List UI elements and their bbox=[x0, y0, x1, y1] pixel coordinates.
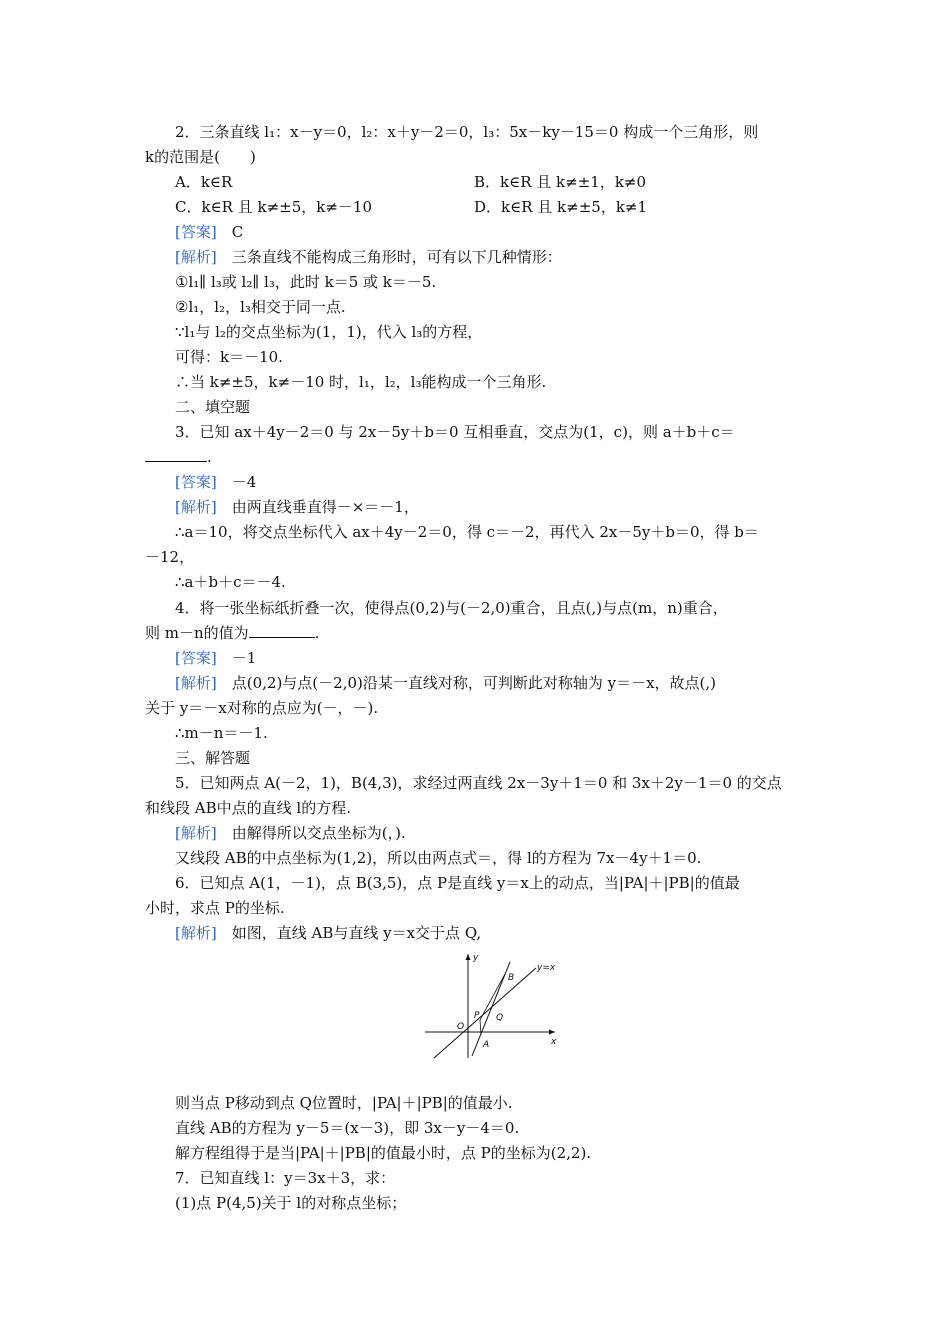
q6-analysis-line3: 直线 AB的方程为 y－5＝(x－3)，即 3x－y－4＝0. bbox=[175, 1119, 520, 1137]
label-y-equals-x: y=x bbox=[537, 963, 556, 973]
q2-answer bbox=[175, 222, 243, 242]
figure-svg bbox=[420, 950, 570, 1060]
q2-option-c: C．k∈R 且 k≠±5，k≠－10 bbox=[175, 198, 373, 216]
analysis-text: 三条直线不能构成三角形时，可有以下几种情形： bbox=[231, 248, 562, 266]
y-axis-arrow bbox=[466, 954, 471, 960]
q5-stem-line1: 5．已知两点 A(－2，1)，B(4,3)，求经过两直线 2x－3y＋1＝0 和 3x＋2y－1＝0 的交点 bbox=[175, 774, 782, 792]
segment-pa bbox=[480, 1020, 481, 1035]
q2-stem-line1: 2．三条直线 l₁：x－y＝0，l₂：x＋y－2＝0，l₃：5x－ky－15＝0 构成一个三角形，则 bbox=[175, 123, 759, 141]
analysis-text: 由解得所以交点坐标为(，). bbox=[231, 824, 406, 842]
q2-stem-line2: k的范围是( ) bbox=[145, 148, 256, 166]
q6-stem-line1: 6．已知点 A(1，－1)，点 B(3,5)，点 P是直线 y＝x上的动点，当|PA|＋|PB|的值最 bbox=[175, 874, 740, 892]
q2-analysis-line4: ∵l₁与 l₂的交点坐标为(1，1)，代入 l₃的方程， bbox=[175, 323, 483, 341]
analysis-tag: [解析] bbox=[175, 924, 217, 942]
q5-analysis-line2: 又线段 AB的中点坐标为(1,2)，所以由两点式＝，得 l的方程为 7x－4y＋1＝0. bbox=[175, 849, 702, 867]
q2-option-b: B．k∈R 且 k≠±1，k≠0 bbox=[474, 173, 647, 191]
q6-analysis-line4: 解方程组得于是当|PA|＋|PB|的值最小时，点 P的坐标为(2,2). bbox=[175, 1144, 592, 1162]
q7-stem-line2: (1)点 P(4,5)关于 l的对称点坐标； bbox=[175, 1194, 407, 1212]
answer-tag: [答案] bbox=[175, 649, 217, 667]
label-p: P bbox=[474, 1011, 480, 1021]
answer-value: －4 bbox=[231, 473, 257, 491]
q4-stem-line2 bbox=[145, 623, 319, 643]
q6-analysis-line2: 则当点 P移动到点 Q位置时，|PA|＋|PB|的值最小. bbox=[175, 1094, 513, 1112]
answer-tag: [答案] bbox=[175, 473, 217, 491]
q3-stem-line1: 3．已知 ax＋4y－2＝0 与 2x－5y＋b＝0 互相垂直，交点为(1，c)，则 a＋b＋c＝ bbox=[175, 423, 735, 441]
label-q: Q bbox=[496, 1013, 504, 1023]
q3-answer bbox=[175, 472, 256, 492]
label-x: x bbox=[551, 1037, 557, 1047]
section-heading-fill-blank: 二、填空题 bbox=[175, 398, 251, 416]
q3-analysis-line4: ∴a＋b＋c＝－4. bbox=[175, 573, 286, 591]
q2-option-d: D．k∈R 且 k≠±5，k≠1 bbox=[474, 198, 648, 216]
q4-stem-line1: 4．将一张坐标纸折叠一次，使得点(0,2)与(－2,0)重合，且点(,)与点(m，n)重合， bbox=[175, 599, 728, 617]
x-axis-arrow bbox=[549, 1030, 555, 1035]
analysis-tag: [解析] bbox=[175, 248, 217, 266]
q2-analysis-line3: ②l₁，l₂，l₃相交于同一点. bbox=[175, 298, 346, 316]
label-a: A bbox=[483, 1040, 490, 1050]
q6-analysis-line1 bbox=[175, 923, 481, 943]
q2-option-a: A．k∈R bbox=[175, 173, 233, 191]
analysis-text: 如图，直线 AB与直线 y＝x交于点 Q, bbox=[231, 924, 482, 942]
answer-tag: [答案] bbox=[175, 223, 217, 241]
label-o: O bbox=[457, 1022, 465, 1032]
q5-stem-line2: 和线段 AB中点的直线 l的方程. bbox=[145, 799, 351, 817]
coordinate-figure bbox=[420, 950, 570, 1060]
q4-stem-text: 则 m－n的值为 bbox=[145, 624, 249, 642]
q3-analysis-line1 bbox=[175, 497, 419, 517]
answer-blank bbox=[249, 623, 315, 638]
q3-analysis-line3: －12， bbox=[145, 548, 195, 566]
answer-value: C bbox=[231, 223, 244, 241]
q3-analysis-line2: ∴a＝10，将交点坐标代入 ax＋4y－2＝0，得 c＝－2，再代入 2x－5y＋b＝0，得 b＝ bbox=[175, 523, 759, 541]
q4-stem-end: . bbox=[314, 624, 320, 642]
q4-analysis-line3: ∴m－n＝－1. bbox=[175, 724, 268, 742]
q5-analysis-line1 bbox=[175, 823, 406, 843]
q4-analysis-line2: 关于 y＝－x对称的点应为(－，－). bbox=[145, 699, 379, 717]
label-b: B bbox=[508, 973, 515, 983]
q2-analysis-line5: 可得：k＝－10. bbox=[175, 348, 283, 366]
q2-analysis-line1 bbox=[175, 247, 562, 267]
q2-analysis-line2: ①l₁∥ l₃或 l₂∥ l₃，此时 k＝5 或 k＝－5. bbox=[175, 273, 437, 291]
q7-stem-line1: 7．已知直线 l：y＝3x＋3，求： bbox=[175, 1169, 396, 1187]
q3-stem-end: . bbox=[207, 448, 212, 466]
analysis-text: 点(0,2)与点(－2,0)沿某一直线对称，可判断此对称轴为 y＝－x，故点(,) bbox=[231, 674, 717, 692]
q6-stem-line2: 小时，求点 P的坐标. bbox=[145, 899, 285, 917]
analysis-tag: [解析] bbox=[175, 498, 217, 516]
analysis-tag: [解析] bbox=[175, 824, 217, 842]
q2-analysis-line6: ∴当 k≠±5，k≠－10 时，l₁，l₂，l₃能构成一个三角形. bbox=[175, 373, 547, 391]
analysis-tag: [解析] bbox=[175, 674, 217, 692]
analysis-text: 由两直线垂直得－×＝－1， bbox=[231, 498, 419, 516]
section-heading-solutions: 三、解答题 bbox=[175, 749, 251, 767]
q3-stem-line2 bbox=[145, 447, 212, 467]
answer-value: －1 bbox=[231, 649, 257, 667]
q4-analysis-line1 bbox=[175, 673, 716, 693]
label-y: y bbox=[473, 953, 479, 963]
answer-blank bbox=[145, 447, 207, 462]
q4-answer bbox=[175, 648, 256, 668]
